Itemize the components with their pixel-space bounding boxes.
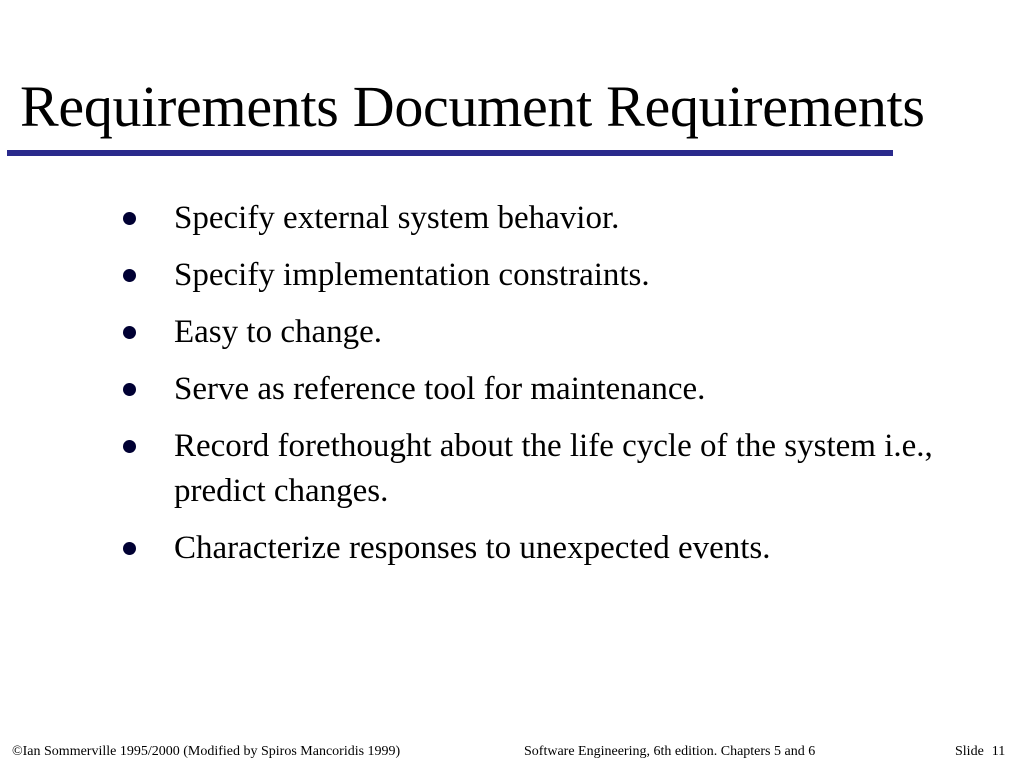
bullet-icon bbox=[123, 326, 136, 339]
bullet-icon bbox=[123, 383, 136, 396]
bullet-item bbox=[120, 424, 940, 514]
title-underline bbox=[7, 150, 893, 156]
bullet-icon bbox=[123, 212, 136, 225]
slide-number: 11 bbox=[991, 744, 1006, 759]
footer-slide-number bbox=[955, 745, 1005, 759]
bullet-icon bbox=[123, 542, 136, 555]
bullet-item bbox=[120, 526, 940, 571]
slide-title: Requirements Document Requirements bbox=[20, 74, 925, 139]
bullet-text: Serve as reference tool for maintenance. bbox=[174, 371, 706, 407]
bullet-icon bbox=[123, 269, 136, 282]
bullet-text: Specify implementation constraints. bbox=[174, 257, 650, 293]
bullet-icon bbox=[123, 440, 136, 453]
bullet-text: Characterize responses to unexpected events. bbox=[174, 530, 771, 566]
slide-label: Slide bbox=[955, 744, 984, 759]
bullet-text: Easy to change. bbox=[174, 314, 383, 350]
bullet-text: Record forethought about the life cycle of the system i.e., predict changes. bbox=[174, 428, 933, 509]
footer-copyright: ©Ian Sommerville 1995/2000 (Modified by Spiros Mancoridis 1999) bbox=[12, 744, 401, 759]
bullet-item bbox=[120, 367, 940, 412]
bullet-text: Specify external system behavior. bbox=[174, 200, 620, 236]
footer-book: Software Engineering, 6th edition. Chapters 5 and 6 bbox=[524, 744, 816, 759]
bullet-item bbox=[120, 310, 940, 355]
bullet-item bbox=[120, 253, 940, 298]
bullet-item bbox=[120, 196, 940, 241]
bullet-list bbox=[120, 196, 940, 583]
